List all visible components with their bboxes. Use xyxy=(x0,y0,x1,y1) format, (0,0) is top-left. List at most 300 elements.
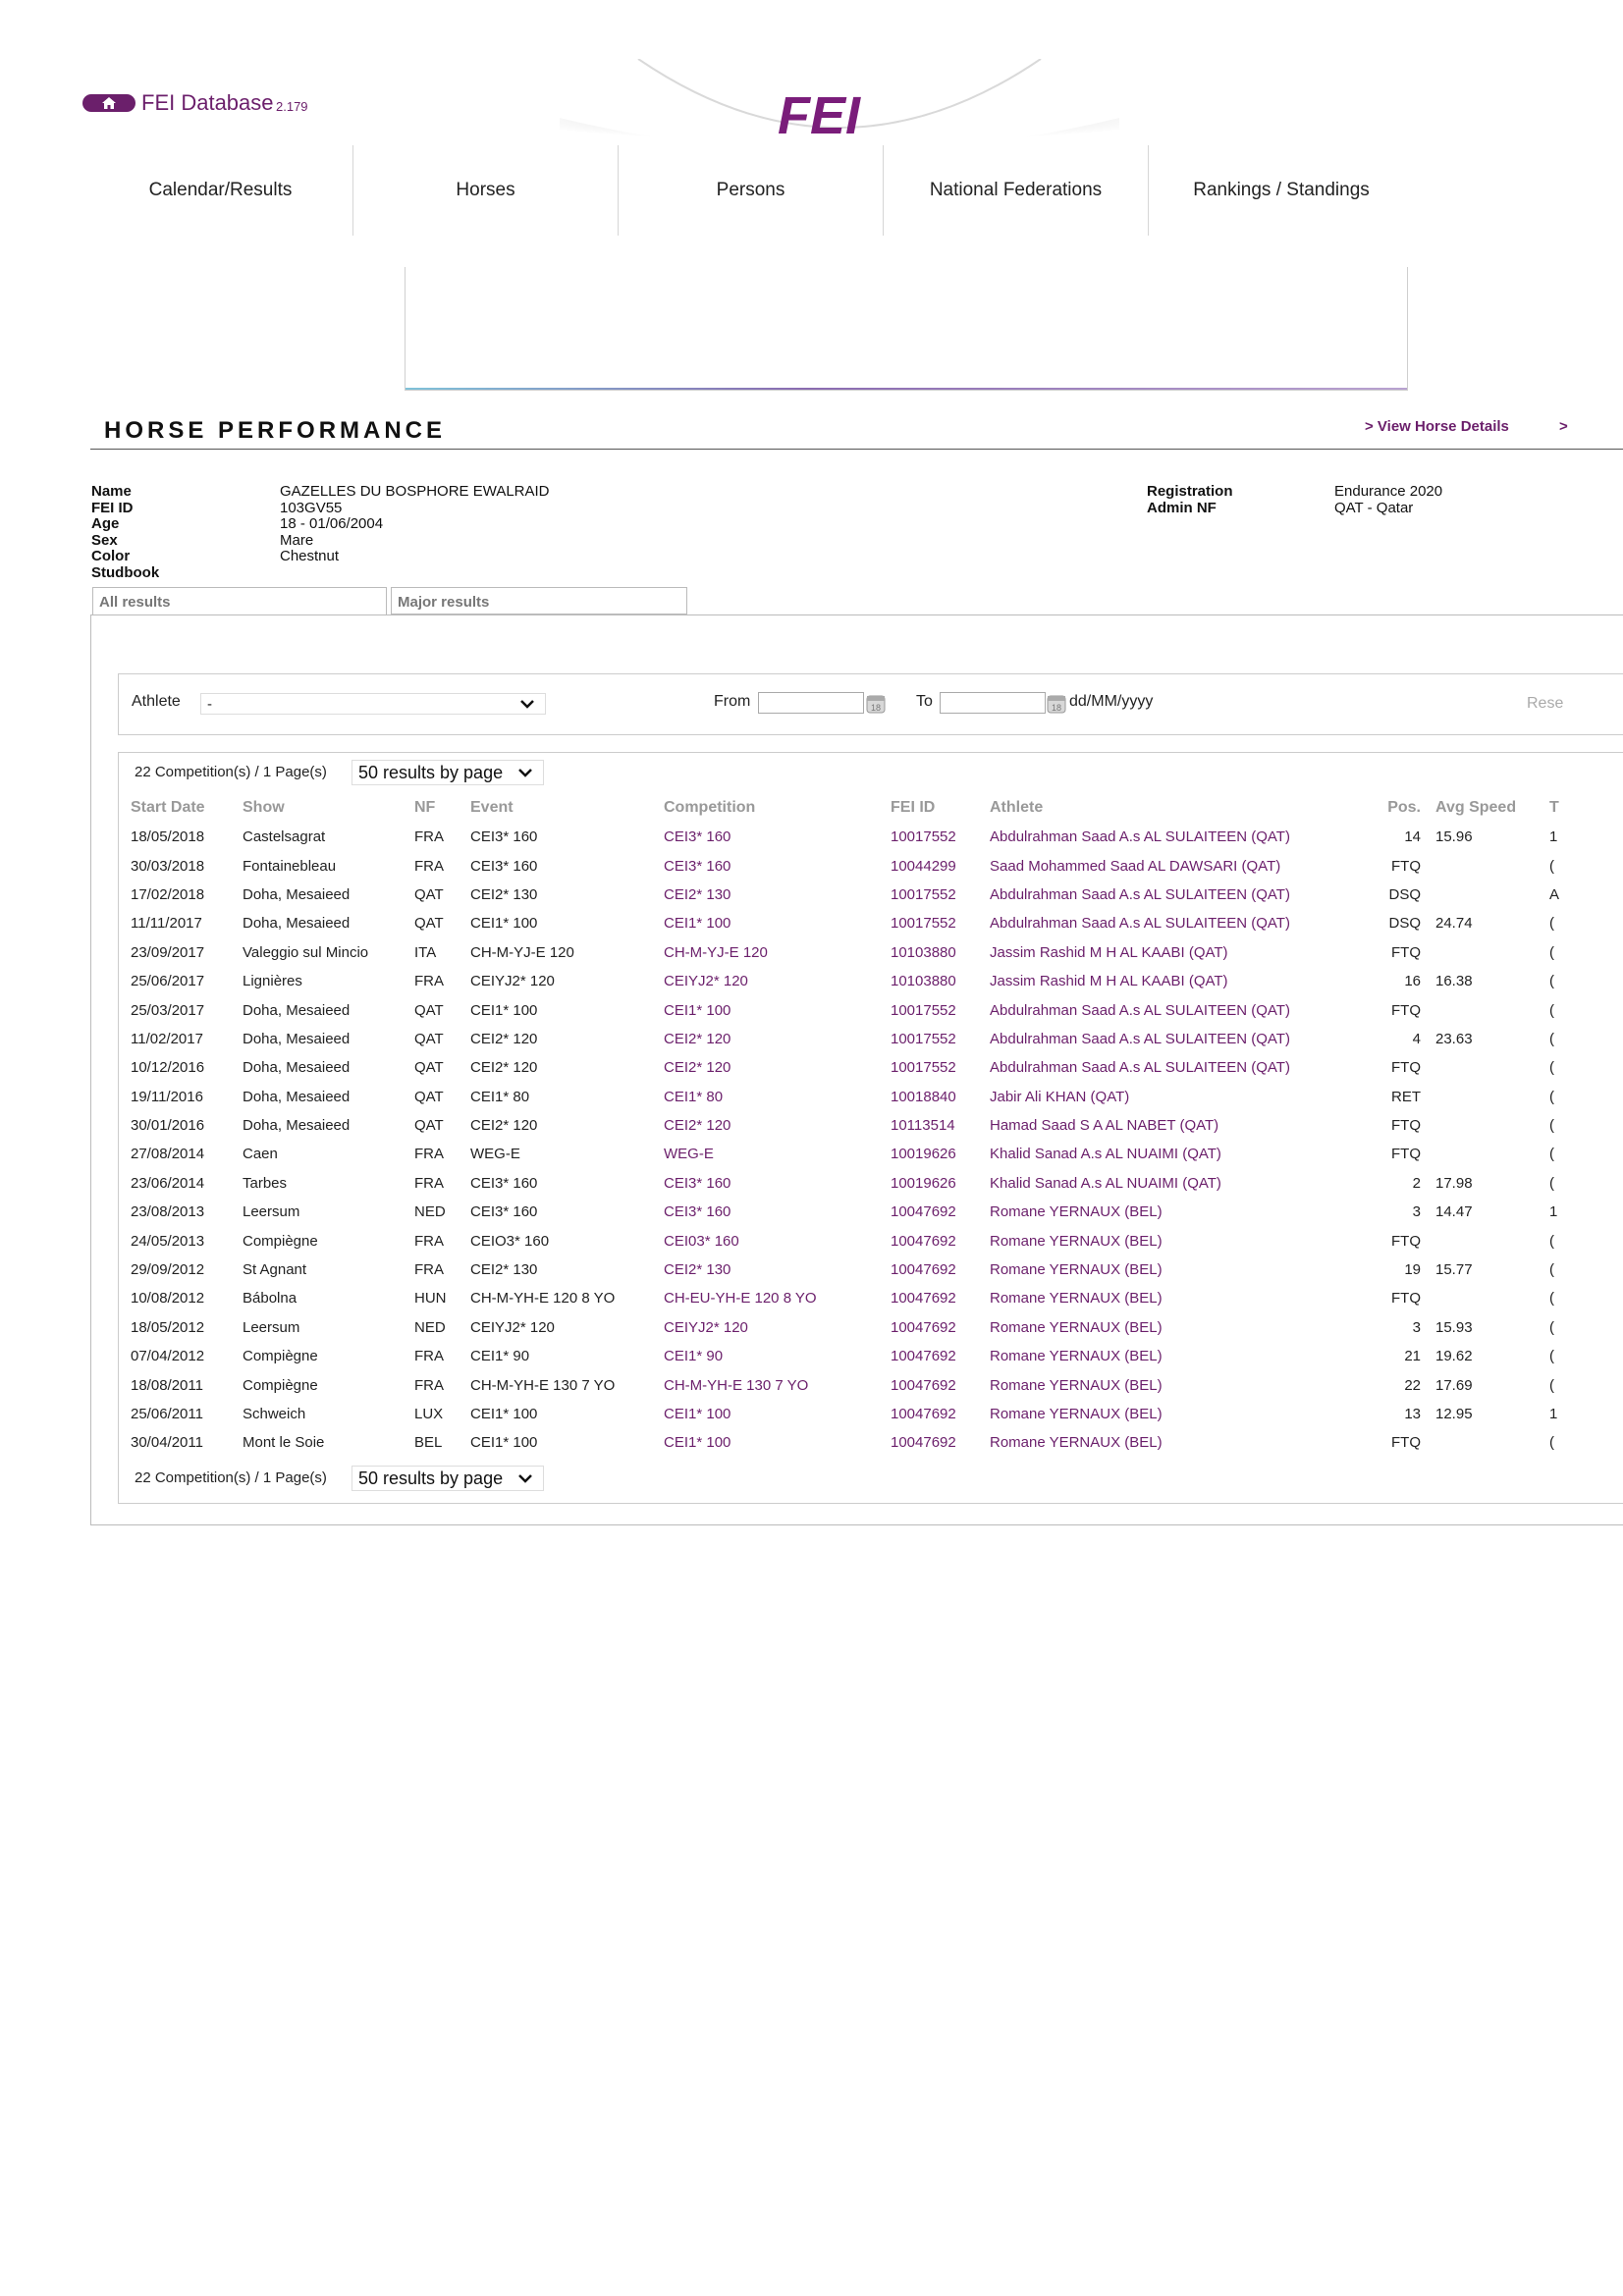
cell-show: Compiègne xyxy=(243,1376,318,1394)
cell-avg-speed: 17.98 xyxy=(1435,1174,1473,1192)
app-version: 2.179 xyxy=(276,99,308,114)
cell-athlete[interactable]: Abdulrahman Saad A.s AL SULAITEEN (QAT) xyxy=(990,1059,1290,1077)
cell-competition[interactable]: CEI2* 120 xyxy=(664,1117,731,1135)
cell-competition[interactable]: CEIYJ2* 120 xyxy=(664,1318,748,1336)
label-registration: Registration xyxy=(1147,483,1233,500)
col-competition[interactable]: Competition xyxy=(664,799,756,816)
col-time[interactable]: T xyxy=(1549,799,1559,816)
cell-position: FTQ xyxy=(1391,1059,1421,1077)
cell-position: 3 xyxy=(1412,1203,1421,1221)
horse-registration-values xyxy=(1334,484,1442,516)
cell-fei-id[interactable]: 10047692 xyxy=(891,1290,956,1308)
col-event[interactable]: Event xyxy=(470,799,514,816)
cell-avg-speed: 14.47 xyxy=(1435,1203,1473,1221)
table-row xyxy=(131,1169,1579,1198)
nav-persons[interactable]: Persons xyxy=(619,145,884,236)
cell-event: CEI1* 100 xyxy=(470,1434,538,1452)
app-title[interactable]: FEI Database xyxy=(141,90,274,115)
cell-time: ( xyxy=(1549,973,1554,990)
cell-show: Bábolna xyxy=(243,1290,298,1308)
cell-nf: QAT xyxy=(414,1117,444,1135)
cell-avg-speed: 17.69 xyxy=(1435,1376,1473,1394)
cell-event: CEI3* 160 xyxy=(470,1174,538,1192)
cell-athlete[interactable]: Abdulrahman Saad A.s AL SULAITEEN (QAT) xyxy=(990,1001,1290,1019)
table-header-row xyxy=(131,793,1579,823)
cell-competition[interactable]: CEI2* 120 xyxy=(664,1059,731,1077)
cell-event: CEI1* 100 xyxy=(470,1406,538,1422)
cell-athlete[interactable]: Abdulrahman Saad A.s AL SULAITEEN (QAT) xyxy=(990,915,1290,933)
per-page-value: 50 results by page xyxy=(358,763,504,782)
cell-nf: FRA xyxy=(414,1174,444,1192)
chevron-down-icon xyxy=(519,698,535,710)
from-label: From xyxy=(714,693,751,710)
value-sex: Mare xyxy=(280,531,314,549)
col-start-date[interactable]: Start Date xyxy=(131,799,205,816)
table-row xyxy=(131,938,1579,967)
cell-competition[interactable]: CEI2* 130 xyxy=(664,885,731,903)
cell-time: 1 xyxy=(1549,1203,1558,1221)
cell-time: ( xyxy=(1549,1376,1554,1394)
label-fei-id: FEI ID xyxy=(91,499,134,516)
cell-nf: QAT xyxy=(414,1001,444,1019)
cell-position: FTQ xyxy=(1391,943,1421,961)
cell-event: CEI1* 80 xyxy=(470,1088,530,1105)
cell-nf: FRA xyxy=(414,1376,444,1394)
cell-start-date: 25/06/2011 xyxy=(131,1406,203,1422)
value-registration: Endurance 2020 xyxy=(1334,483,1443,500)
cell-fei-id[interactable]: 10017552 xyxy=(891,828,956,846)
cell-athlete[interactable]: Romane YERNAUX (BEL) xyxy=(990,1376,1163,1394)
results-table xyxy=(131,793,1579,1458)
svg-text:18: 18 xyxy=(1051,703,1062,713)
cell-competition[interactable]: CEI3* 160 xyxy=(664,857,731,875)
cell-start-date: 27/08/2014 xyxy=(131,1146,205,1163)
cell-avg-speed: 12.95 xyxy=(1435,1406,1473,1422)
cell-show: Doha, Mesaieed xyxy=(243,1088,351,1105)
cell-fei-id[interactable]: 10047692 xyxy=(891,1203,956,1221)
cell-show: Lignières xyxy=(243,973,302,990)
table-row xyxy=(131,1255,1579,1284)
cell-athlete[interactable]: Romane YERNAUX (BEL) xyxy=(990,1318,1163,1336)
cell-nf: QAT xyxy=(414,1059,444,1077)
cell-athlete[interactable]: Saad Mohammed Saad AL DAWSARI (QAT) xyxy=(990,857,1281,875)
cell-show: Leersum xyxy=(243,1318,300,1336)
tab-major-results[interactable]: Major results xyxy=(391,587,687,614)
cell-fei-id[interactable]: 10019626 xyxy=(891,1146,956,1163)
label-age: Age xyxy=(91,515,120,532)
cell-athlete[interactable]: Romane YERNAUX (BEL) xyxy=(990,1434,1163,1452)
cell-start-date: 23/09/2017 xyxy=(131,943,205,961)
cell-fei-id[interactable]: 10103880 xyxy=(891,943,956,961)
cell-fei-id[interactable]: 10047692 xyxy=(891,1261,956,1279)
cell-time: ( xyxy=(1549,1434,1554,1452)
cell-avg-speed xyxy=(1421,1140,1549,1168)
cell-position: FTQ xyxy=(1391,1117,1421,1135)
cell-nf: QAT xyxy=(414,885,444,903)
table-row xyxy=(131,1140,1579,1168)
cell-start-date: 18/05/2018 xyxy=(131,828,205,846)
cell-competition[interactable]: WEG-E xyxy=(664,1146,714,1163)
cell-time: ( xyxy=(1549,1146,1554,1163)
cell-time: ( xyxy=(1549,1001,1554,1019)
cell-fei-id[interactable]: 10047692 xyxy=(891,1232,956,1250)
view-horse-details-link[interactable]: > View Horse Details xyxy=(1365,418,1509,435)
cell-competition[interactable]: CH-M-YJ-E 120 xyxy=(664,943,768,961)
nav-national-federations[interactable]: National Federations xyxy=(884,145,1149,236)
cell-fei-id[interactable]: 10047692 xyxy=(891,1348,956,1365)
cell-fei-id[interactable]: 10047692 xyxy=(891,1376,956,1394)
cell-start-date: 24/05/2013 xyxy=(131,1232,205,1250)
cell-competition[interactable]: CH-EU-YH-E 120 8 YO xyxy=(664,1290,817,1308)
main-nav xyxy=(88,145,1414,236)
cell-start-date: 19/11/2016 xyxy=(131,1088,203,1105)
cell-athlete[interactable]: Romane YERNAUX (BEL) xyxy=(990,1290,1163,1308)
cell-start-date: 18/08/2011 xyxy=(131,1376,203,1394)
to-calendar-icon[interactable] xyxy=(1047,692,1066,714)
nav-rankings-standings[interactable]: Rankings / Standings xyxy=(1193,180,1370,200)
cell-event: CEI2* 120 xyxy=(470,1117,538,1135)
cell-position: FTQ xyxy=(1391,1290,1421,1308)
cell-event: WEG-E xyxy=(470,1146,520,1163)
cell-time: 1 xyxy=(1549,828,1558,846)
cell-nf: NED xyxy=(414,1318,446,1336)
cell-position: 4 xyxy=(1412,1030,1421,1047)
cell-competition[interactable]: CEI1* 100 xyxy=(664,915,731,933)
cell-competition[interactable]: CEI3* 160 xyxy=(664,1174,731,1192)
table-row xyxy=(131,881,1579,909)
cell-avg-speed xyxy=(1421,1226,1549,1255)
cell-show: Doha, Mesaieed xyxy=(243,915,351,933)
cell-nf: QAT xyxy=(414,1088,444,1105)
from-date-input[interactable] xyxy=(758,692,864,714)
cell-show: Fontainebleau xyxy=(243,857,337,875)
cell-competition[interactable]: CEI3* 160 xyxy=(664,828,731,846)
athlete-select[interactable] xyxy=(200,693,546,715)
table-row xyxy=(131,967,1579,995)
table-row xyxy=(131,1111,1579,1140)
cell-avg-speed: 16.38 xyxy=(1435,973,1473,990)
cell-competition[interactable]: CH-M-YH-E 130 7 YO xyxy=(664,1376,809,1394)
table-row xyxy=(131,1428,1579,1457)
page-title: HORSE PERFORMANCE xyxy=(104,417,447,444)
fei-logo[interactable] xyxy=(774,86,909,141)
cell-start-date: 17/02/2018 xyxy=(131,885,205,903)
cell-athlete[interactable]: Khalid Sanad A.s AL NUAIMI (QAT) xyxy=(990,1174,1221,1192)
tab-all-results[interactable]: All results xyxy=(92,587,387,614)
cell-time: ( xyxy=(1549,915,1554,933)
label-studbook: Studbook xyxy=(91,563,160,581)
cell-nf: FRA xyxy=(414,1348,444,1365)
cell-show: Valeggio sul Mincio xyxy=(243,943,369,961)
results-count-top: 22 Competition(s) / 1 Page(s) xyxy=(135,764,327,780)
cell-time: ( xyxy=(1549,1174,1554,1192)
cell-position: 14 xyxy=(1404,828,1421,846)
cell-fei-id[interactable]: 10017552 xyxy=(891,1059,956,1077)
cell-position: FTQ xyxy=(1391,1434,1421,1452)
cell-nf: QAT xyxy=(414,1030,444,1047)
home-button[interactable] xyxy=(82,94,135,112)
cell-event: CEI3* 160 xyxy=(470,828,538,846)
cell-show: St Agnant xyxy=(243,1261,307,1279)
cell-athlete[interactable]: Romane YERNAUX (BEL) xyxy=(990,1348,1163,1365)
cell-position: 2 xyxy=(1412,1174,1421,1192)
cell-competition[interactable]: CEI1* 80 xyxy=(664,1088,724,1105)
col-position[interactable]: Pos. xyxy=(1387,799,1421,816)
col-show[interactable]: Show xyxy=(243,799,285,816)
cell-event: CEI3* 160 xyxy=(470,857,538,875)
cell-start-date: 10/08/2012 xyxy=(131,1290,205,1308)
cell-start-date: 30/04/2011 xyxy=(131,1434,203,1452)
athlete-label: Athlete xyxy=(132,693,181,710)
cell-avg-speed xyxy=(1421,1083,1549,1111)
cell-avg-speed: 24.74 xyxy=(1435,915,1473,933)
cell-nf: QAT xyxy=(414,915,444,933)
cell-competition[interactable]: CEI2* 130 xyxy=(664,1261,731,1279)
cell-start-date: 11/02/2017 xyxy=(131,1030,203,1047)
title-divider xyxy=(90,449,1623,450)
cell-competition[interactable]: CEI1* 100 xyxy=(664,1434,731,1452)
cell-fei-id[interactable]: 10017552 xyxy=(891,915,956,933)
table-row xyxy=(131,1313,1579,1342)
cell-position: FTQ xyxy=(1391,1232,1421,1250)
cell-position: 3 xyxy=(1412,1318,1421,1336)
table-row xyxy=(131,823,1579,851)
horse-info-labels xyxy=(91,484,159,581)
cell-fei-id[interactable]: 10044299 xyxy=(891,857,956,875)
cell-athlete[interactable]: Hamad Saad S A AL NABET (QAT) xyxy=(990,1117,1219,1135)
cell-position: DSQ xyxy=(1388,915,1421,933)
cell-event: CH-M-YH-E 130 7 YO xyxy=(470,1376,616,1394)
results-count-bottom: 22 Competition(s) / 1 Page(s) xyxy=(135,1469,327,1486)
cell-fei-id[interactable]: 10017552 xyxy=(891,1030,956,1047)
cell-time: ( xyxy=(1549,1232,1554,1250)
cell-nf: FRA xyxy=(414,857,444,875)
fei-logo-text: FEI xyxy=(778,86,861,141)
cell-competition[interactable]: CEIYJ2* 120 xyxy=(664,973,748,990)
to-date-input[interactable] xyxy=(940,692,1046,714)
cell-fei-id[interactable]: 10017552 xyxy=(891,1001,956,1019)
cell-start-date: 25/03/2017 xyxy=(131,1001,205,1019)
cell-competition[interactable]: CEI2* 120 xyxy=(664,1030,731,1047)
cell-competition[interactable]: CEI1* 100 xyxy=(664,1406,731,1422)
cell-avg-speed xyxy=(1421,1111,1549,1140)
label-name: Name xyxy=(91,483,132,500)
label-color: Color xyxy=(91,548,131,564)
cell-show: Castelsagrat xyxy=(243,828,326,846)
cell-athlete[interactable]: Khalid Sanad A.s AL NUAIMI (QAT) xyxy=(990,1146,1221,1163)
cell-position: 19 xyxy=(1404,1261,1421,1279)
cell-position: 13 xyxy=(1404,1406,1421,1422)
athlete-select-value: - xyxy=(207,696,212,713)
cell-athlete[interactable]: Romane YERNAUX (BEL) xyxy=(990,1406,1163,1422)
cell-show: Doha, Mesaieed xyxy=(243,1030,351,1047)
cell-competition[interactable]: CEI1* 100 xyxy=(664,1001,731,1019)
cell-fei-id[interactable]: 10047692 xyxy=(891,1406,956,1422)
table-row xyxy=(131,1342,1579,1370)
cell-position: FTQ xyxy=(1391,857,1421,875)
cell-nf: LUX xyxy=(414,1406,444,1422)
cell-time: ( xyxy=(1549,857,1554,875)
table-row xyxy=(131,995,1579,1024)
cell-show: Tarbes xyxy=(243,1174,288,1192)
cell-time: ( xyxy=(1549,1088,1554,1105)
table-row xyxy=(131,1198,1579,1226)
cell-position: FTQ xyxy=(1391,1146,1421,1163)
cell-time: ( xyxy=(1549,1261,1554,1279)
cell-start-date: 30/03/2018 xyxy=(131,857,205,875)
view-more-link[interactable]: > xyxy=(1559,418,1568,435)
cell-athlete[interactable]: Jassim Rashid M H AL KAABI (QAT) xyxy=(990,973,1228,990)
cell-fei-id[interactable]: 10047692 xyxy=(891,1434,956,1452)
from-calendar-icon[interactable] xyxy=(866,692,886,714)
cell-show: Leersum xyxy=(243,1203,300,1221)
cell-event: CH-M-YH-E 120 8 YO xyxy=(470,1290,616,1308)
cell-athlete[interactable]: Romane YERNAUX (BEL) xyxy=(990,1203,1163,1221)
cell-event: CEIYJ2* 120 xyxy=(470,973,555,990)
cell-time: ( xyxy=(1549,943,1554,961)
cell-fei-id[interactable]: 10113514 xyxy=(891,1117,955,1135)
cell-time: 1 xyxy=(1549,1406,1558,1422)
value-fei-id: 103GV55 xyxy=(280,499,343,516)
cell-event: CEI2* 130 xyxy=(470,885,538,903)
horse-registration-labels xyxy=(1147,484,1233,516)
cell-nf: FRA xyxy=(414,1261,444,1279)
cell-event: CEI2* 130 xyxy=(470,1261,538,1279)
cell-fei-id[interactable]: 10018840 xyxy=(891,1088,956,1105)
cell-athlete[interactable]: Abdulrahman Saad A.s AL SULAITEEN (QAT) xyxy=(990,1030,1290,1047)
table-row xyxy=(131,1284,1579,1312)
per-page-select-bottom[interactable] xyxy=(352,1466,544,1491)
table-row xyxy=(131,909,1579,937)
cell-avg-speed: 15.77 xyxy=(1435,1261,1473,1279)
cell-avg-speed xyxy=(1421,995,1549,1024)
cell-athlete[interactable]: Romane YERNAUX (BEL) xyxy=(990,1261,1163,1279)
cell-nf: FRA xyxy=(414,828,444,846)
cell-event: CEI1* 100 xyxy=(470,1001,538,1019)
cell-event: CEI1* 90 xyxy=(470,1348,530,1365)
table-row xyxy=(131,1083,1579,1111)
cell-competition[interactable]: CEI03* 160 xyxy=(664,1232,739,1250)
chevron-down-icon xyxy=(517,1472,533,1484)
col-nf[interactable]: NF xyxy=(414,799,436,816)
cell-avg-speed: 19.62 xyxy=(1435,1348,1473,1365)
cell-start-date: 07/04/2012 xyxy=(131,1348,205,1365)
cell-fei-id[interactable]: 10019626 xyxy=(891,1174,956,1192)
label-admin-nf: Admin NF xyxy=(1147,499,1217,516)
col-avg-speed[interactable]: Avg Speed xyxy=(1435,799,1517,816)
cell-nf: FRA xyxy=(414,973,444,990)
cell-nf: HUN xyxy=(414,1290,447,1308)
cell-event: CEIYJ2* 120 xyxy=(470,1318,555,1336)
cell-show: Caen xyxy=(243,1146,278,1163)
cell-start-date: 29/09/2012 xyxy=(131,1261,205,1279)
chevron-down-icon xyxy=(517,767,533,778)
col-athlete[interactable]: Athlete xyxy=(990,799,1044,816)
cell-time: ( xyxy=(1549,1290,1554,1308)
table-row xyxy=(131,851,1579,880)
cell-avg-speed xyxy=(1421,851,1549,880)
cell-avg-speed xyxy=(1421,938,1549,967)
cell-position: FTQ xyxy=(1391,1001,1421,1019)
cell-start-date: 10/12/2016 xyxy=(131,1059,205,1077)
to-label: To xyxy=(916,693,933,710)
cell-avg-speed xyxy=(1421,1284,1549,1312)
cell-event: CEI3* 160 xyxy=(470,1203,538,1221)
cell-avg-speed xyxy=(1421,1428,1549,1457)
cell-avg-speed: 23.63 xyxy=(1435,1030,1473,1047)
value-admin-nf: QAT - Qatar xyxy=(1334,499,1414,516)
cell-nf: FRA xyxy=(414,1146,444,1163)
col-fei-id[interactable]: FEI ID xyxy=(891,799,936,816)
cell-athlete[interactable]: Jabir Ali KHAN (QAT) xyxy=(990,1088,1130,1105)
cell-position: 22 xyxy=(1404,1376,1421,1394)
banner-stripe xyxy=(406,388,1407,390)
value-name: GAZELLES DU BOSPHORE EWALRAID xyxy=(280,483,550,500)
cell-start-date: 11/11/2017 xyxy=(131,915,202,933)
cell-time: ( xyxy=(1549,1318,1554,1336)
cell-athlete[interactable]: Romane YERNAUX (BEL) xyxy=(990,1232,1163,1250)
cell-start-date: 30/01/2016 xyxy=(131,1117,205,1135)
cell-time: ( xyxy=(1549,1117,1554,1135)
cell-event: CEIO3* 160 xyxy=(470,1232,550,1250)
cell-avg-speed xyxy=(1421,1053,1549,1082)
banner-area xyxy=(405,267,1408,391)
cell-athlete[interactable]: Abdulrahman Saad A.s AL SULAITEEN (QAT) xyxy=(990,885,1290,903)
results-body xyxy=(131,823,1579,1458)
cell-show: Compiègne xyxy=(243,1348,318,1365)
cell-show: Mont le Soie xyxy=(243,1434,325,1452)
cell-start-date: 23/06/2014 xyxy=(131,1174,205,1192)
cell-show: Doha, Mesaieed xyxy=(243,1059,351,1077)
cell-time: ( xyxy=(1549,1030,1554,1047)
cell-fei-id[interactable]: 10103880 xyxy=(891,973,956,990)
cell-avg-speed: 15.96 xyxy=(1435,828,1473,846)
cell-athlete[interactable]: Jassim Rashid M H AL KAABI (QAT) xyxy=(990,943,1228,961)
cell-competition[interactable]: CEI1* 90 xyxy=(664,1348,724,1365)
table-row xyxy=(131,1370,1579,1399)
cell-start-date: 18/05/2012 xyxy=(131,1318,205,1336)
cell-nf: FRA xyxy=(414,1232,444,1250)
cell-nf: ITA xyxy=(414,943,437,961)
cell-time: ( xyxy=(1549,1059,1554,1077)
cell-avg-speed xyxy=(1421,881,1549,909)
cell-position: DSQ xyxy=(1388,885,1421,903)
cell-event: CEI1* 100 xyxy=(470,915,538,933)
cell-show: Schweich xyxy=(243,1406,306,1422)
cell-show: Compiègne xyxy=(243,1232,318,1250)
reset-button[interactable]: Rese xyxy=(1527,695,1564,712)
cell-athlete[interactable]: Abdulrahman Saad A.s AL SULAITEEN (QAT) xyxy=(990,828,1290,846)
table-row xyxy=(131,1226,1579,1255)
cell-position: 16 xyxy=(1404,973,1421,990)
cell-competition[interactable]: CEI3* 160 xyxy=(664,1203,731,1221)
cell-event: CEI2* 120 xyxy=(470,1030,538,1047)
nav-horses[interactable]: Horses xyxy=(353,145,619,236)
svg-text:18: 18 xyxy=(870,703,882,713)
cell-time: ( xyxy=(1549,1348,1554,1365)
cell-fei-id[interactable]: 10047692 xyxy=(891,1318,956,1336)
table-row xyxy=(131,1053,1579,1082)
label-sex: Sex xyxy=(91,531,118,549)
nav-calendar-results[interactable]: Calendar/Results xyxy=(88,145,353,236)
cell-event: CEI2* 120 xyxy=(470,1059,538,1077)
cell-position: RET xyxy=(1391,1088,1421,1105)
home-icon xyxy=(102,97,116,109)
per-page-select-top[interactable] xyxy=(352,760,544,785)
date-format-hint: dd/MM/yyyy xyxy=(1069,693,1154,710)
value-age: 18 - 01/06/2004 xyxy=(280,515,384,532)
cell-fei-id[interactable]: 10017552 xyxy=(891,885,956,903)
